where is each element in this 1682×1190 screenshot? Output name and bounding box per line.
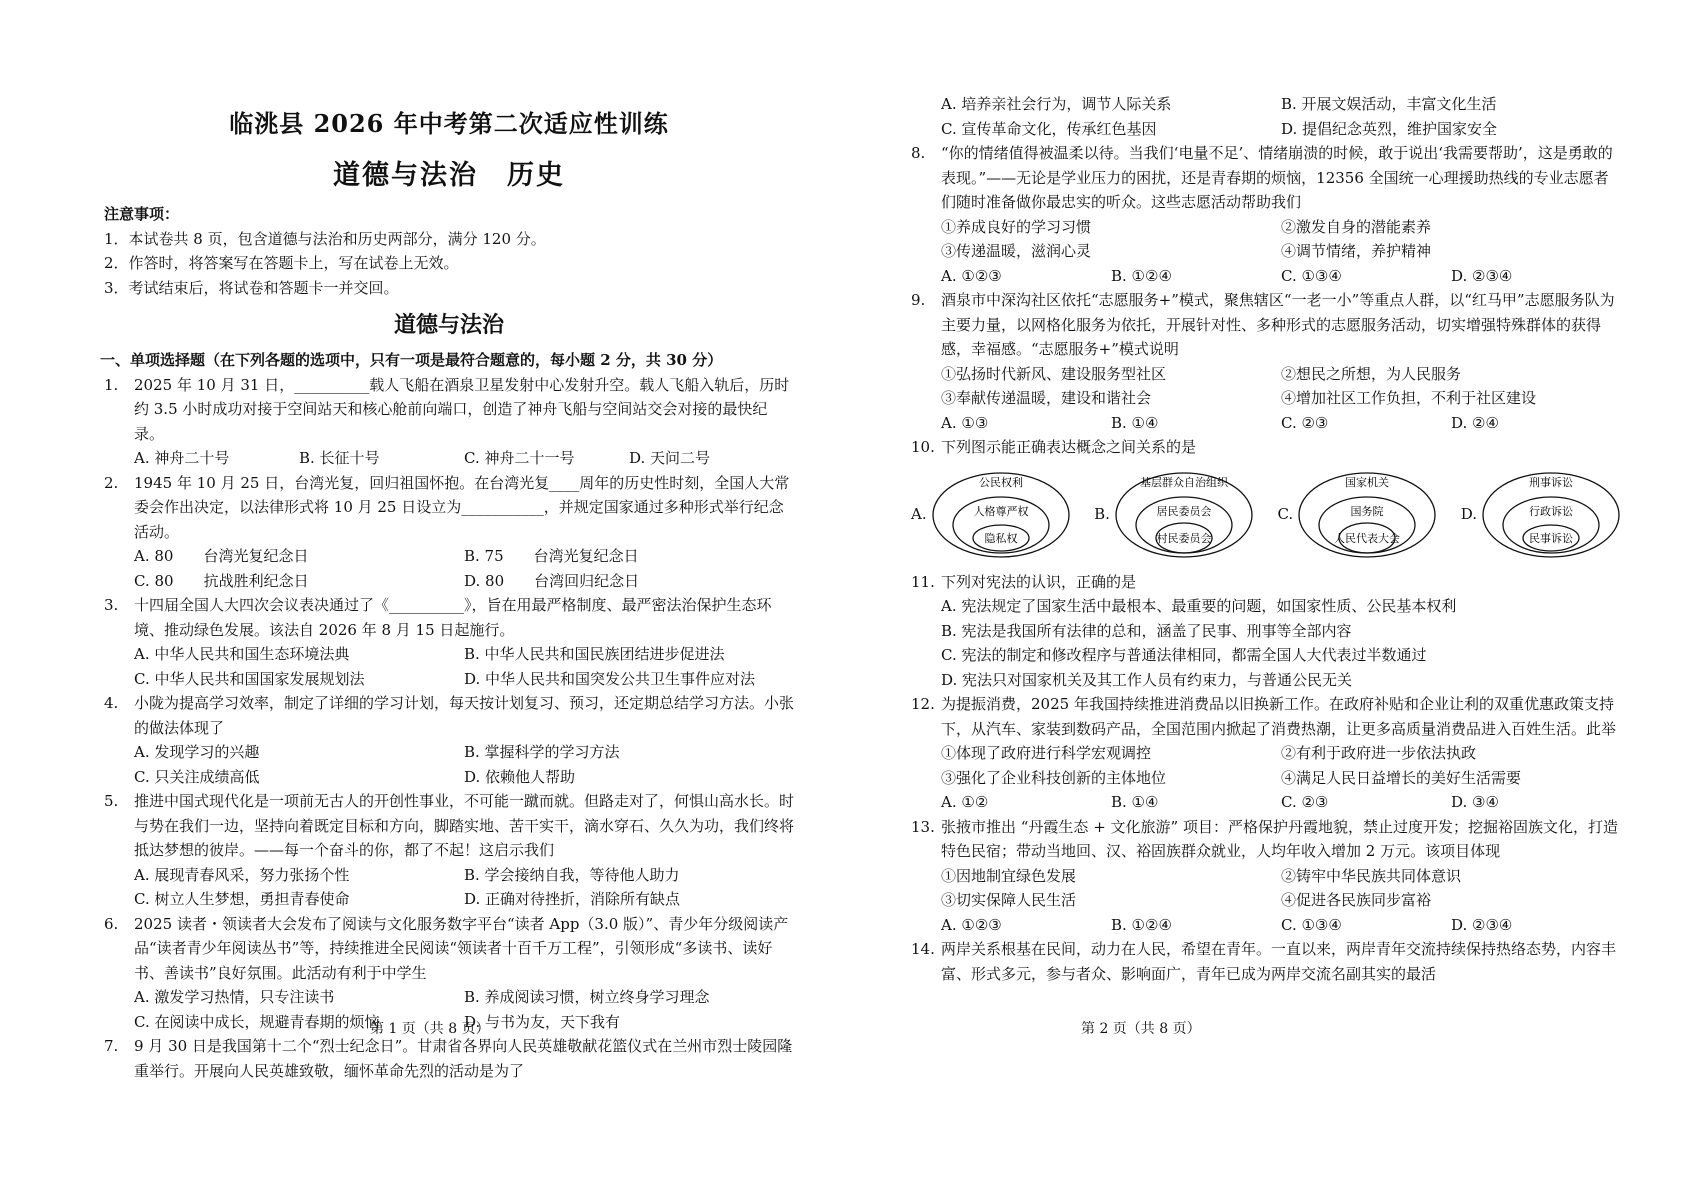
question-number: 6. [104,914,119,933]
statement-1: ①弘扬时代新风、建设服务型社区 [941,364,1167,383]
option-d: D. 天问二号 [629,449,711,467]
question-6 [104,912,794,1035]
middle-label: 行政诉讼 [1528,504,1573,518]
option-c: C. 神舟二十一号 [464,449,575,467]
diagram-label: C. [1277,505,1294,524]
outer-label: 国家机关 [1345,475,1390,489]
statement-2: ②想民之所想，为人民服务 [1281,364,1462,383]
question-number: 7. [104,1037,119,1055]
option-c: C. 在阅读中成长，规避青春期的烦恼 [134,1012,380,1031]
question-14 [911,937,1621,986]
outer-label: 公民权利 [978,475,1023,489]
diagram-label: A. [911,505,927,524]
question-1 [104,373,794,471]
question-number: 13. [911,817,935,836]
statement-2: ②激发自身的潜能素养 [1281,217,1432,236]
inner-label: 民事诉讼 [1528,531,1573,545]
statement-4: ④调节情绪，养护精神 [1281,242,1432,260]
option-a: A. ①③ [941,413,989,432]
question-stem: “你的情绪值得被温柔以待。当我们‘电量不足’、情绪崩溃的时候，敢于说出‘我需要帮助’，这是勇敢的表现。”——无论是学业压力的困扰，还是青春期的烦恼，12356 全国统一心理援助热线的专业志愿者们随时准备做你最忠实的听众。这些志愿活动帮助我们 [941,144,1613,211]
diagram-b [1094,470,1254,560]
page-2-column [911,92,1621,986]
option-c: C. 树立人生梦想，勇担青春使命 [134,890,350,908]
question-13 [911,815,1621,938]
question-11 [911,570,1621,693]
option-b: B. 75 台湾光复纪念日 [464,547,639,565]
question-number: 9. [911,291,926,309]
option-c: C. ①③④ [1281,915,1342,934]
option-a: A. 80 台湾光复纪念日 [134,547,309,565]
question-8 [911,141,1621,288]
middle-label: 居民委员会 [1156,504,1212,518]
statement-2: ②有利于政府进一步依法执政 [1281,744,1477,762]
option-c: C. 宣传革命文化，传承红色基因 [941,119,1157,138]
question-number: 10. [911,438,935,456]
notice-item: 1．本试卷共 8 页，包含道德与法治和历史两部分，满分 120 分。 [104,229,546,248]
statement-3: ③奉献传递温暖，建设和谐社会 [941,389,1152,407]
question-12 [911,692,1621,815]
question-number: 5. [104,792,119,810]
option-a: A. ①②③ [941,915,1002,934]
nested-ellipse-diagram [1114,470,1254,560]
page-1-column [100,0,795,1083]
question-stem: 9 月 30 日是我国第十二个“烈士纪念日”。甘肃省各界向人民英雄敬献花篮仪式在兰州市烈士陵园隆重举行。开展向人民英雄致敬，缅怀革命先烈的活动是为了 [134,1037,793,1080]
statement-4: ④增加社区工作负担，不利于社区建设 [1281,389,1537,407]
statement-1: ①体现了政府进行科学宏观调控 [941,744,1152,762]
option-d: D. ②④ [1451,413,1499,432]
outer-label: 基层群众自治组织 [1139,475,1228,489]
exam-title: 临洮县 2026 年中考第二次适应性训练 [229,109,669,138]
question-stem: 2025 年 10 月 31 日，__________载人飞船在酒泉卫星发射中心发射升空。载人飞船入轨后，历时约 3.5 小时成功对接于空间站天和核心舱前向端口，创造了神舟飞船与空间站交会对接的最快纪录。 [134,375,790,443]
middle-label: 人格尊严权 [973,504,1029,518]
question-3 [104,593,794,691]
question-number: 14. [911,940,935,958]
option-b: B. ①④ [1111,793,1159,811]
option-d: D. 依赖他人帮助 [464,767,576,786]
statement-4: ④满足人民日益增长的美好生活需要 [1281,768,1522,787]
exam-subjects: 道德与法治 历史 [333,160,565,191]
nested-ellipse-diagram [1481,470,1621,560]
question-number: 3. [104,596,119,614]
option-b: B. 长征十号 [299,449,380,467]
option-d: D. ②③④ [1451,915,1513,934]
exam-page-2 [841,0,1682,1190]
question-stem: 下列对宪法的认识，正确的是 [941,572,1137,591]
page-footer-2: 第 2 页（共 8 页） [1081,1021,1201,1037]
section-title: 道德与法治 [393,312,504,338]
question-stem: 为提振消费，2025 年我国持续推进消费品以旧换新工作。在政府补贴和企业让利的双重优惠政策支持下，从汽车、家装到数码产品，全国范围内掀起了消费热潮，让更多高质量消费品进入百姓生活。此举 [941,695,1617,738]
option-c: C. 只关注成绩高低 [134,767,260,786]
diagram-c [1277,470,1437,560]
question-stem: 下列图示能正确表达概念之间关系的是 [941,438,1197,456]
option-a: A. 展现青春风采，努力张扬个性 [134,865,350,884]
option-c: C. ②③ [1281,793,1329,811]
inner-label: 隐私权 [984,531,1018,545]
notice-item: 2．作答时，将答案写在答题卡上，写在试卷上无效。 [104,254,459,272]
diagram-label: B. [1094,505,1110,524]
question-5 [104,789,794,912]
option-a: A. 培养亲社会行为，调节人际关系 [941,95,1172,113]
statement-1: ①因地制宜绿色发展 [941,866,1077,885]
question-number: 1. [104,375,119,394]
diagram-d [1461,470,1621,560]
question-4 [104,691,794,789]
question-stem: 两岸关系根基在民间，动力在人民，希望在青年。一直以来，两岸青年交流持续保持热络态势，内容丰富、形式多元，参与者众、影响面广，青年已成为两岸交流名副其实的最活 [941,940,1617,983]
option-c: C. 中华人民共和国国家发展规划法 [134,669,365,688]
question-9 [911,288,1621,435]
question-stem: 小陇为提高学习效率，制定了详细的学习计划，每天按计划复习、预习，还定期总结学习方法。小张的做法体现了 [134,694,795,737]
question-stem: 酒泉市中深沟社区依托“志愿服务+”模式，聚焦辖区“一老一小”等重点人群，以“红马甲”志愿服务队为主要力量，以网格化服务为依托，开展针对性、多种形式的志愿服务活动，切实增强特殊群体的获得感，幸福感。“志愿服务+”模式说明 [941,291,1615,358]
notice-item: 3．考试结束后，将试卷和答题卡一并交回。 [104,278,399,297]
diagram-a [911,470,1071,560]
option-b: B. ①②④ [1111,915,1172,934]
question-stem: 2025 读者・领读者大会发布了阅读与文化服务数字平台“读者 App（3.0 版）”、青少年分级阅读产品“读者青少年阅读丛书”等，持续推进全民阅读“领读者十百千万工程”，引领形成“多读书、读好书、善读书”良好氛围。此活动有利于中学生 [134,914,789,982]
option-d: D. ③④ [1451,793,1499,811]
inner-label: 村民委员会 [1156,531,1212,545]
nested-ellipse-diagram [1297,470,1437,560]
option-b: B. 开展文娱活动，丰富文化生活 [1281,95,1497,113]
question-stem: 推进中国式现代化是一项前无古人的开创性事业，不可能一蹴而就。但路走对了，何惧山高水长。时与势在我们一边，坚持向着既定目标和方向，脚踏实地、苦干实干，滴水穿石、久久为功，我们终将抵达梦想的彼岸。——每一个奋斗的你，都了不起！这启示我们 [134,792,795,859]
option-b: B. 掌握科学的学习方法 [464,743,620,761]
option-a: A. 激发学习热情，只专注读书 [134,988,335,1006]
option-c: C. 80 抗战胜利纪念日 [134,571,309,590]
question-number: 8. [911,144,926,162]
statement-3: ③传递温暖，滋润心灵 [941,242,1092,260]
option-a: A. ①② [941,793,989,811]
option-a: A. 中华人民共和国生态环境法典 [134,645,350,663]
question-number: 12. [911,695,935,713]
concept-diagrams [911,460,1621,570]
question-stem: 十四届全国人大四次会议表决通过了《__________》，旨在用最严格制度、最严密法治保护生态环境、推动绿色发展。该法自 2026 年 8 月 15 日起施行。 [134,596,772,639]
question-7-options [911,92,1621,141]
option-c: C. 宪法的制定和修改程序与普通法律相同，都需全国人大代表过半数通过 [941,646,1427,664]
option-c: C. ②③ [1281,413,1329,432]
outer-label: 刑事诉讼 [1528,475,1573,489]
statement-3: ③强化了企业科技创新的主体地位 [941,768,1167,787]
option-b: B. 宪法是我国所有法律的总和，涵盖了民事、刑事等全部内容 [941,621,1352,640]
question-number: 4. [104,694,119,712]
section-heading: 一、单项选择题（在下列各题的选项中，只有一项是最符合题意的，每小题 2 分，共 30 分） [100,351,723,369]
question-stem: 1945 年 10 月 25 日，台湾光复，回归祖国怀抱。在台湾光复____周年的历史性时刻，全国人大常委会作出决定，以法律形式将 10 月 25 日设立为___________，并规定国家通过多种形式举行纪念活动。 [134,473,790,541]
option-a: A. 神舟二十号 [134,449,230,467]
option-d: D. 正确对待挫折，消除所有缺点 [464,890,681,908]
option-b: B. 学会接纳自我，等待他人助力 [464,865,680,884]
option-b: B. 养成阅读习惯，树立终身学习理念 [464,988,710,1006]
question-number: 11. [911,572,935,591]
option-b: B. ①④ [1111,413,1159,432]
option-b: B. 中华人民共和国民族团结进步促进法 [464,645,725,663]
option-a: A. 宪法规定了国家生活中最根本、最重要的问题，如国家性质、公民基本权利 [941,597,1457,615]
option-d: D. 80 台湾回归纪念日 [464,571,640,590]
statement-4: ④促进各民族同步富裕 [1281,891,1432,909]
option-a: A. ①②③ [941,266,1002,285]
option-c: C. ①③④ [1281,266,1342,285]
notice-heading: 注意事项： [104,205,180,223]
middle-label: 国务院 [1350,504,1384,518]
question-10 [911,435,1621,460]
question-7 [104,1034,794,1083]
page-footer-1: 第 1 页（共 8 页） [370,1021,490,1037]
nested-ellipse-diagram [931,470,1071,560]
option-b: B. ①②④ [1111,266,1172,285]
option-d: D. 中华人民共和国突发公共卫生事件应对法 [464,669,756,688]
question-stem: 张掖市推出 “丹霞生态 + 文化旅游” 项目：严格保护丹霞地貌，禁止过度开发；挖掘裕固族文化，打造特色民宿；带动当地回、汉、裕固族群众就业，人均年收入增加 2 万元。该项目体现 [941,817,1618,860]
diagram-label: D. [1460,505,1477,524]
statement-1: ①养成良好的学习习惯 [941,217,1092,236]
statement-2: ②铸牢中华民族共同体意识 [1281,866,1462,885]
option-d: D. 与书为友，天下我有 [464,1012,621,1031]
option-d: D. 提倡纪念英烈，维护国家安全 [1281,119,1498,138]
inner-label: 人民代表大会 [1334,531,1401,545]
option-a: A. 发现学习的兴趣 [134,743,260,761]
question-number: 2. [104,473,119,492]
statement-3: ③切实保障人民生活 [941,891,1077,909]
option-d: D. 宪法只对国家机关及其工作人员有约束力，与普通公民无关 [941,670,1353,689]
question-2 [104,471,794,594]
option-d: D. ②③④ [1451,266,1513,285]
